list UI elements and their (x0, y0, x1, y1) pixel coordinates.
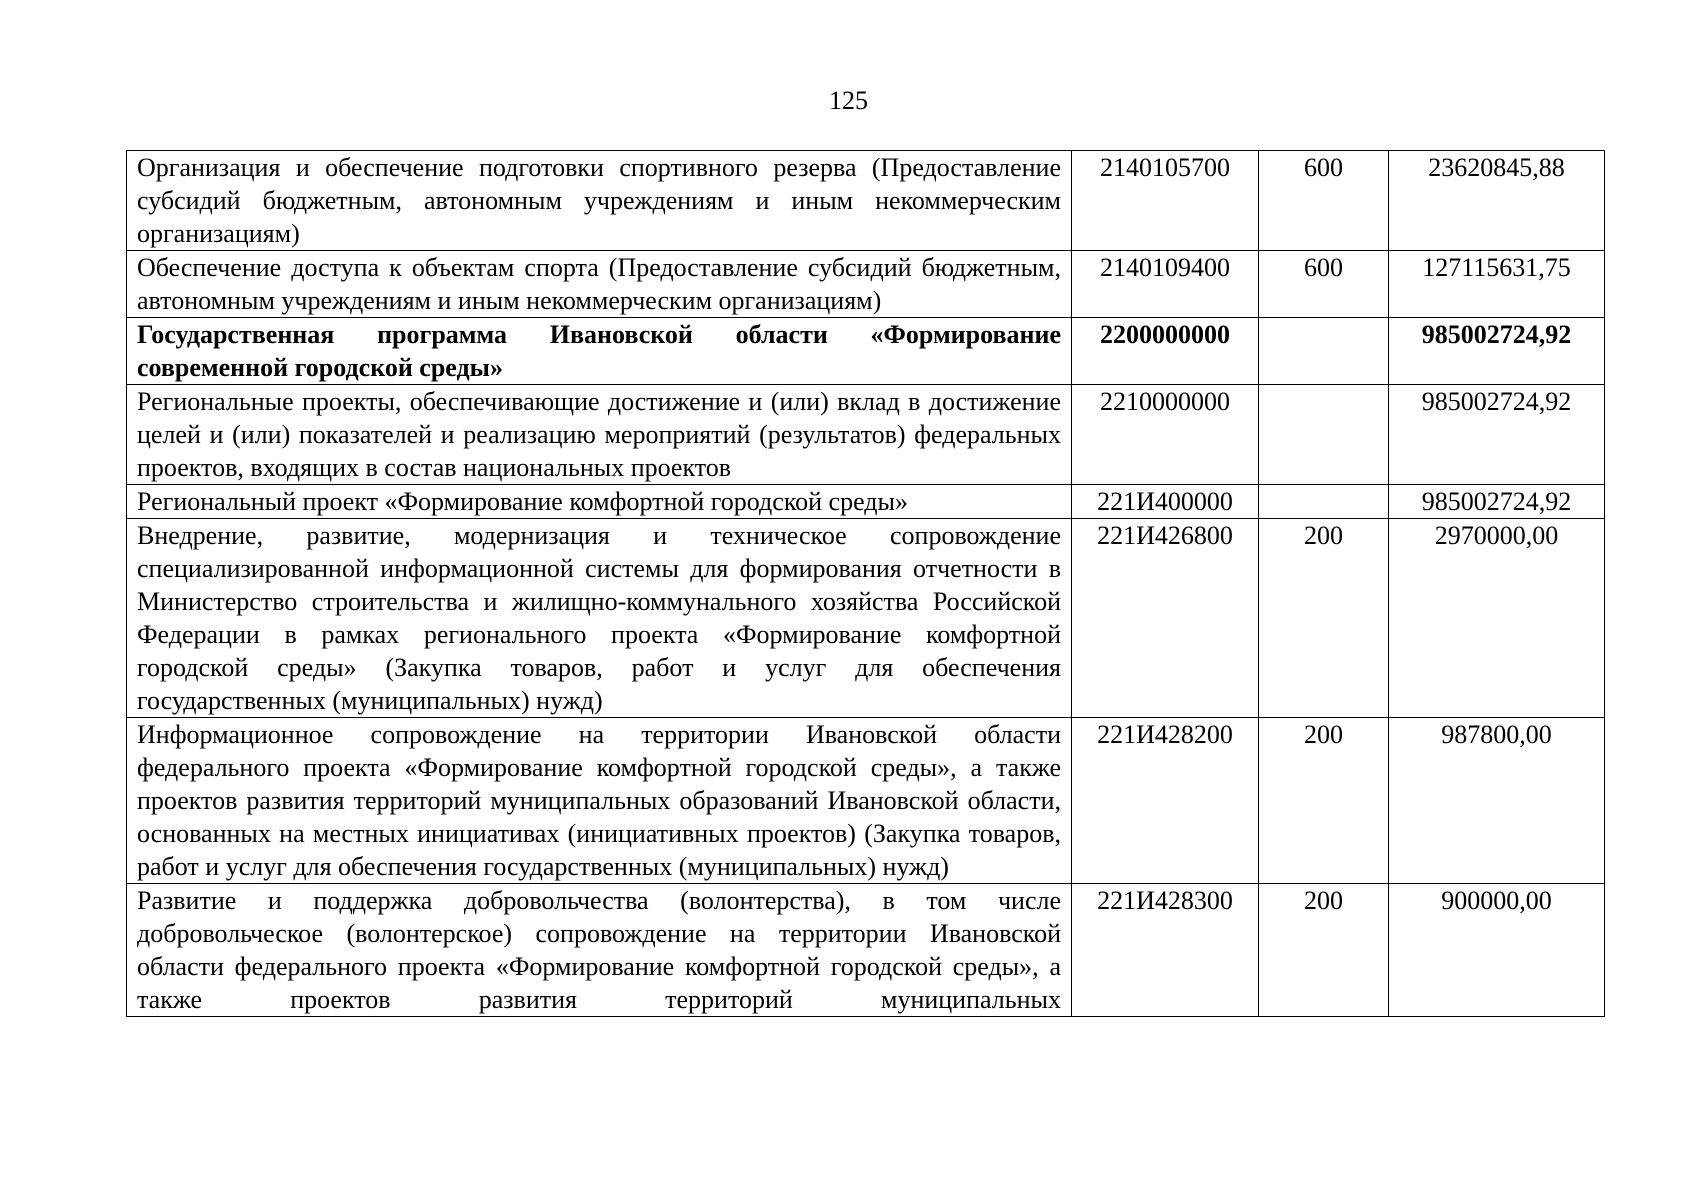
row-sum-cell: 23620845,88 (1389, 151, 1605, 251)
row-name-cell: Региональный проект «Формирование комфортной городской среды» (127, 485, 1072, 519)
row-code-cell: 221И400000 (1072, 485, 1259, 519)
row-name-cell: Внедрение, развитие, модернизация и техническое сопровождение специализированной информационной системы для формирования отчетности в Министерство строительства и жилищно-коммунального хозяйства Российской Федерации в рамках регионального проекта «Формирование комфортной городской среды» (Закупка товаров, работ и услуг для обеспечения государственных (муниципальных) нужд) (127, 519, 1072, 718)
row-type-cell (1259, 385, 1389, 485)
row-type-cell: 200 (1259, 884, 1389, 1017)
table-row (127, 385, 1605, 485)
row-sum-cell: 2970000,00 (1389, 519, 1605, 718)
row-type-cell: 600 (1259, 251, 1389, 318)
row-name-cell: Обеспечение доступа к объектам спорта (Предоставление субсидий бюджетным, автономным учреждениям и иным некоммерческим организациям) (127, 251, 1072, 318)
budget-table (126, 150, 1605, 1017)
row-code-cell: 2200000000 (1072, 318, 1259, 385)
row-type-cell: 200 (1259, 519, 1389, 718)
row-name-cell: Развитие и поддержка добровольчества (волонтерства), в том числе добровольческое (волонтерское) сопровождение на территории Ивановской области федерального проекта «Формирование комфортной городской среды», а также проектов развития территорий муниципальных (127, 884, 1072, 1017)
table-row (127, 151, 1605, 251)
page-number: 125 (829, 86, 868, 115)
table-row (127, 519, 1605, 718)
row-code-cell: 221И426800 (1072, 519, 1259, 718)
table-row (127, 485, 1605, 519)
table-row (127, 884, 1605, 1017)
row-code-cell: 2140109400 (1072, 251, 1259, 318)
row-type-cell (1259, 485, 1389, 519)
row-type-cell: 600 (1259, 151, 1389, 251)
row-type-cell (1259, 318, 1389, 385)
row-name-cell: Организация и обеспечение подготовки спортивного резерва (Предоставление субсидий бюджетным, автономным учреждениям и иным некоммерческим организациям) (127, 151, 1072, 251)
row-code-cell: 221И428300 (1072, 884, 1259, 1017)
row-name-cell: Региональные проекты, обеспечивающие достижение и (или) вклад в достижение целей и (или) показателей и реализацию мероприятий (результатов) федеральных проектов, входящих в состав национальных проектов (127, 385, 1072, 485)
row-sum-cell: 985002724,92 (1389, 385, 1605, 485)
row-code-cell: 2210000000 (1072, 385, 1259, 485)
row-sum-cell: 987800,00 (1389, 718, 1605, 884)
row-sum-cell: 127115631,75 (1389, 251, 1605, 318)
row-code-cell: 221И428200 (1072, 718, 1259, 884)
row-sum-cell: 985002724,92 (1389, 485, 1605, 519)
table-row (127, 251, 1605, 318)
row-name-cell: Информационное сопровождение на территории Ивановской области федерального проекта «Формирование комфортной городской среды», а также проектов развития территорий муниципальных образований Ивановской области, основанных на местных инициативах (инициативных проектов) (Закупка товаров, работ и услуг для обеспечения государственных (муниципальных) нужд) (127, 718, 1072, 884)
row-type-cell: 200 (1259, 718, 1389, 884)
row-sum-cell: 985002724,92 (1389, 318, 1605, 385)
row-name-cell: Государственная программа Ивановской области «Формирование современной городской среды» (127, 318, 1072, 385)
row-sum-cell: 900000,00 (1389, 884, 1605, 1017)
row-code-cell: 2140105700 (1072, 151, 1259, 251)
table-row-program (127, 318, 1605, 385)
table-row (127, 718, 1605, 884)
